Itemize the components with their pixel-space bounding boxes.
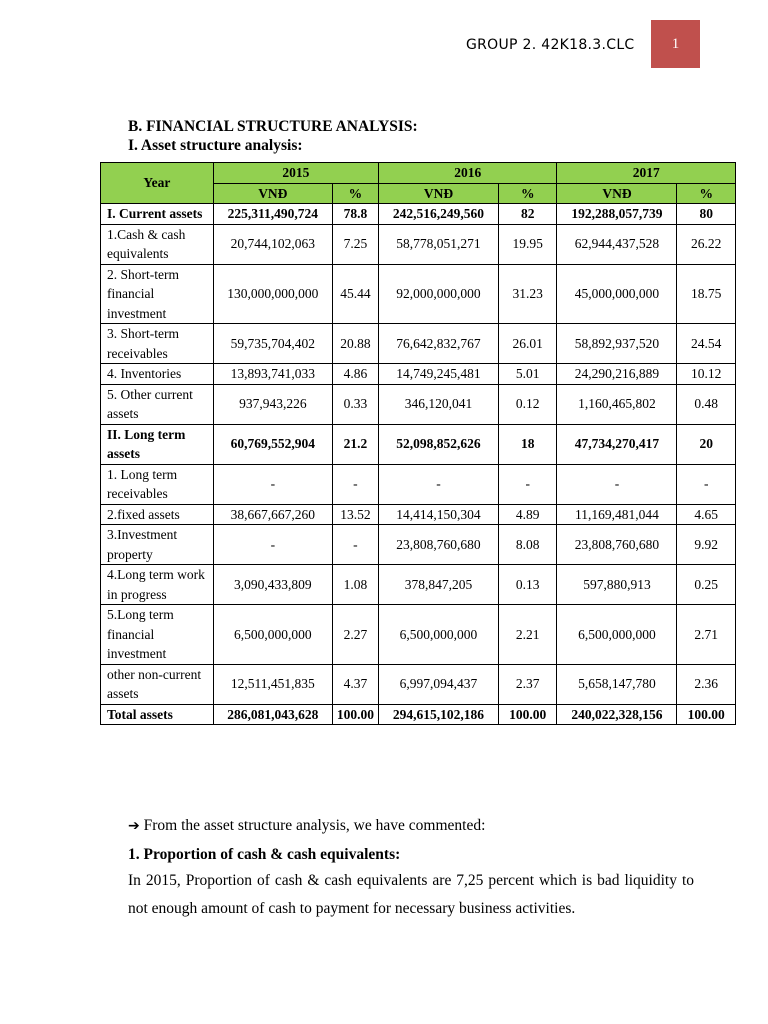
cell-percent: - <box>332 525 378 565</box>
table-row <box>101 224 736 264</box>
cell-amount-vnd: 286,081,043,628 <box>213 704 332 725</box>
cell-amount-vnd: 192,288,057,739 <box>557 204 677 225</box>
comment-text: From the asset structure analysis, we have commented: <box>143 817 486 834</box>
cell-amount-vnd: 20,744,102,063 <box>213 224 332 264</box>
cell-amount-vnd: 294,615,102,186 <box>378 704 498 725</box>
page-number-badge <box>651 20 700 68</box>
cell-amount-vnd: 60,769,552,904 <box>213 424 332 464</box>
cell-percent: 45.44 <box>332 264 378 324</box>
table-header-row <box>101 163 736 184</box>
cell-amount-vnd: 58,778,051,271 <box>378 224 498 264</box>
row-label: I. Current assets <box>101 204 214 225</box>
cell-amount-vnd: 346,120,041 <box>378 384 498 424</box>
cell-amount-vnd: 58,892,937,520 <box>557 324 677 364</box>
cell-amount-vnd: 62,944,437,528 <box>557 224 677 264</box>
cell-percent: 0.48 <box>677 384 736 424</box>
table-row <box>101 204 736 225</box>
cell-percent: 100.00 <box>677 704 736 725</box>
subheader-vnd: VNĐ <box>378 183 498 204</box>
cell-amount-vnd: 242,516,249,560 <box>378 204 498 225</box>
section-heading <box>128 117 418 155</box>
cell-amount-vnd: 38,667,667,260 <box>213 504 332 525</box>
cell-percent: 1.08 <box>332 565 378 605</box>
cell-amount-vnd: 45,000,000,000 <box>557 264 677 324</box>
cell-percent: 20.88 <box>332 324 378 364</box>
cell-percent: 100.00 <box>332 704 378 725</box>
table-row <box>101 384 736 424</box>
year-header: Year <box>101 163 214 204</box>
row-label: 5.Long term financial investment <box>101 605 214 665</box>
cell-amount-vnd: 5,658,147,780 <box>557 664 677 704</box>
cell-percent: 5.01 <box>498 364 556 385</box>
cell-percent: 0.12 <box>498 384 556 424</box>
cell-amount-vnd: 597,880,913 <box>557 565 677 605</box>
cell-amount-vnd: - <box>557 464 677 504</box>
cell-percent: 18.75 <box>677 264 736 324</box>
table-row <box>101 504 736 525</box>
cell-percent: 2.37 <box>498 664 556 704</box>
cell-amount-vnd: 6,500,000,000 <box>557 605 677 665</box>
cell-amount-vnd: 11,169,481,044 <box>557 504 677 525</box>
cell-amount-vnd: 378,847,205 <box>378 565 498 605</box>
cell-amount-vnd: 14,749,245,481 <box>378 364 498 385</box>
table-row <box>101 264 736 324</box>
cell-amount-vnd: - <box>213 525 332 565</box>
table-row <box>101 364 736 385</box>
row-label: II. Long term assets <box>101 424 214 464</box>
subheader-vnd: VNĐ <box>213 183 332 204</box>
cell-percent: 26.22 <box>677 224 736 264</box>
cell-amount-vnd: 1,160,465,802 <box>557 384 677 424</box>
year-header-2017: 2017 <box>557 163 736 184</box>
subsection-heading: 1. Proportion of cash & cash equivalents: <box>128 846 401 863</box>
table-row <box>101 704 736 725</box>
table-row <box>101 605 736 665</box>
cell-percent: 4.89 <box>498 504 556 525</box>
cell-percent: 0.25 <box>677 565 736 605</box>
cell-amount-vnd: 47,734,270,417 <box>557 424 677 464</box>
cell-amount-vnd: 59,735,704,402 <box>213 324 332 364</box>
cell-percent: 0.13 <box>498 565 556 605</box>
cell-percent: 24.54 <box>677 324 736 364</box>
cell-percent: - <box>498 464 556 504</box>
cell-percent: 2.71 <box>677 605 736 665</box>
cell-amount-vnd: 937,943,226 <box>213 384 332 424</box>
subheader-vnd: VNĐ <box>557 183 677 204</box>
cell-percent: 2.36 <box>677 664 736 704</box>
table-row <box>101 324 736 364</box>
cell-percent: 82 <box>498 204 556 225</box>
cell-percent: 0.33 <box>332 384 378 424</box>
row-label: Total assets <box>101 704 214 725</box>
cell-amount-vnd: 6,500,000,000 <box>213 605 332 665</box>
cell-amount-vnd: - <box>378 464 498 504</box>
table-row <box>101 565 736 605</box>
row-label: 3. Short-term receivables <box>101 324 214 364</box>
page-number: 1 <box>671 35 680 52</box>
cell-percent: 10.12 <box>677 364 736 385</box>
year-header-2015: 2015 <box>213 163 378 184</box>
cell-percent: 21.2 <box>332 424 378 464</box>
row-label: 5. Other current assets <box>101 384 214 424</box>
cell-amount-vnd: 23,808,760,680 <box>557 525 677 565</box>
year-header-2016: 2016 <box>378 163 556 184</box>
cell-amount-vnd: 92,000,000,000 <box>378 264 498 324</box>
cell-amount-vnd: 52,098,852,626 <box>378 424 498 464</box>
cell-amount-vnd: 6,500,000,000 <box>378 605 498 665</box>
cell-percent: 2.21 <box>498 605 556 665</box>
arrow-right-icon: ➔ <box>128 818 140 834</box>
section-subtitle: I. Asset structure analysis: <box>128 137 303 154</box>
cell-percent: 78.8 <box>332 204 378 225</box>
cell-amount-vnd: 12,511,451,835 <box>213 664 332 704</box>
cell-amount-vnd: 14,414,150,304 <box>378 504 498 525</box>
cell-percent: 4.86 <box>332 364 378 385</box>
table-row <box>101 664 736 704</box>
cell-percent: 4.65 <box>677 504 736 525</box>
cell-percent: 7.25 <box>332 224 378 264</box>
cell-amount-vnd: 130,000,000,000 <box>213 264 332 324</box>
row-label: 3.Investment property <box>101 525 214 565</box>
cell-amount-vnd: 24,290,216,889 <box>557 364 677 385</box>
row-label: 1.Cash & cash equivalents <box>101 224 214 264</box>
cell-percent: 80 <box>677 204 736 225</box>
cell-percent: 18 <box>498 424 556 464</box>
cell-percent: 2.27 <box>332 605 378 665</box>
cell-amount-vnd: 13,893,741,033 <box>213 364 332 385</box>
cell-percent: - <box>332 464 378 504</box>
row-label: 4. Inventories <box>101 364 214 385</box>
cell-percent: 8.08 <box>498 525 556 565</box>
cell-percent: - <box>677 464 736 504</box>
section-title: B. FINANCIAL STRUCTURE ANALYSIS: <box>128 118 418 135</box>
table-row <box>101 464 736 504</box>
cell-percent: 19.95 <box>498 224 556 264</box>
table-row <box>101 424 736 464</box>
cell-percent: 20 <box>677 424 736 464</box>
cell-percent: 31.23 <box>498 264 556 324</box>
row-label: 4.Long term work in progress <box>101 565 214 605</box>
cell-percent: 13.52 <box>332 504 378 525</box>
cell-percent: 100.00 <box>498 704 556 725</box>
subheader-percent: % <box>677 183 736 204</box>
row-label: 2.fixed assets <box>101 504 214 525</box>
cell-amount-vnd: 23,808,760,680 <box>378 525 498 565</box>
cell-amount-vnd: - <box>213 464 332 504</box>
subheader-percent: % <box>498 183 556 204</box>
cell-percent: 26.01 <box>498 324 556 364</box>
body-paragraph: In 2015, Proportion of cash & cash equivalents are 7,25 percent which is bad liquidity to not enough amount of cash to payment for necessary business activities. <box>128 872 694 917</box>
header-title: GROUP 2. 42K18.3.CLC <box>466 37 635 53</box>
table-body <box>101 204 736 725</box>
comment-line <box>128 812 694 840</box>
table-row <box>101 525 736 565</box>
row-label: 2. Short-term financial investment <box>101 264 214 324</box>
cell-amount-vnd: 225,311,490,724 <box>213 204 332 225</box>
subheader-percent: % <box>332 183 378 204</box>
cell-amount-vnd: 240,022,328,156 <box>557 704 677 725</box>
asset-structure-table <box>100 162 736 725</box>
row-label: 1. Long term receivables <box>101 464 214 504</box>
cell-percent: 9.92 <box>677 525 736 565</box>
cell-amount-vnd: 3,090,433,809 <box>213 565 332 605</box>
cell-percent: 4.37 <box>332 664 378 704</box>
cell-amount-vnd: 6,997,094,437 <box>378 664 498 704</box>
row-label: other non-current assets <box>101 664 214 704</box>
cell-amount-vnd: 76,642,832,767 <box>378 324 498 364</box>
